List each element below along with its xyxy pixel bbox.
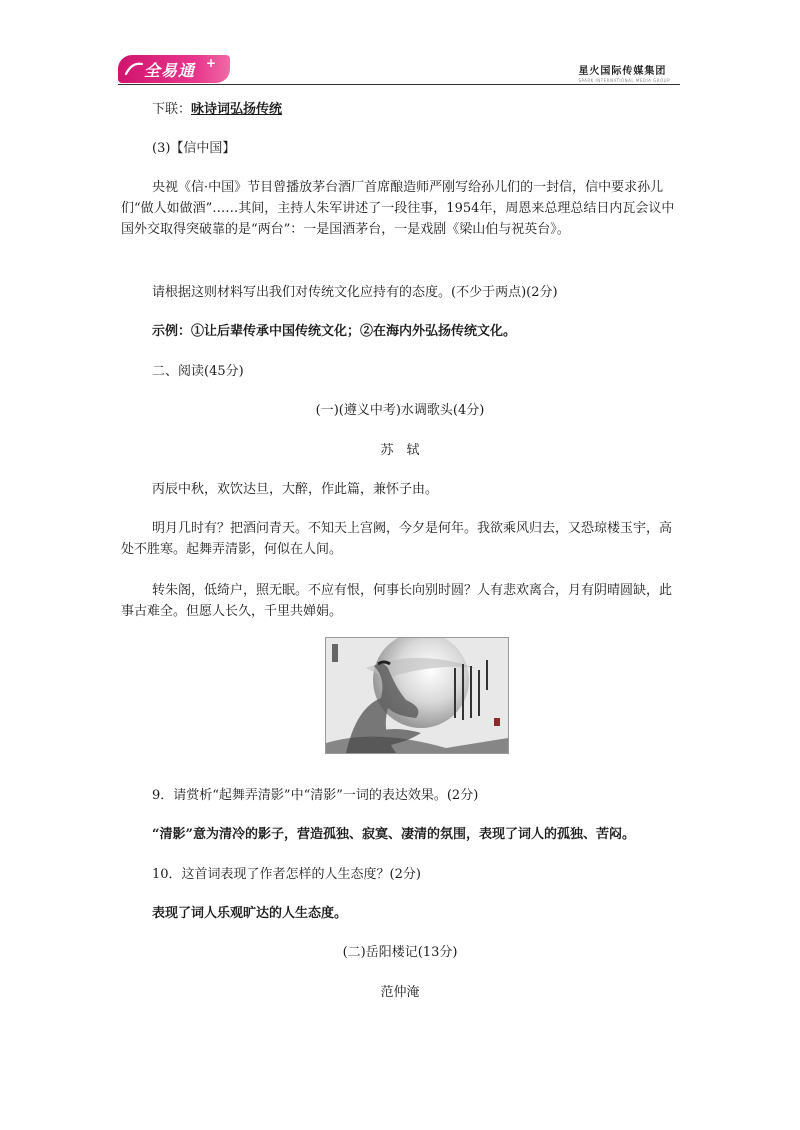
publisher-brand [578, 62, 670, 83]
publisher-name: 星火国际传媒集团 [578, 66, 667, 77]
q3-title: (3)【信中国】 [152, 141, 236, 156]
poem-stanza-1: 明月几时有？把酒问青天。不知天上宫阙，今夕是何年。我欲乘风归去，又恐琼楼玉宇，高处不胜寒。起舞弄清影，何似在人间。 [121, 521, 673, 557]
page-header [0, 0, 800, 90]
poem-title: (一)(遵义中考)水调歌头(4分) [315, 403, 485, 418]
poem-stanza-2: 转朱阁，低绮户，照无眠。不应有恨，何事长向别时圆？人有悲欢离合，月有阴晴圆缺，此事古难全。但愿人长久，千里共婵娟。 [121, 583, 673, 619]
q9-answer: “清影”意为清冷的影子，营造孤独、寂寞、凄清的氛围，表现了词人的孤独、苦闷。 [152, 827, 635, 842]
header-divider [118, 84, 680, 85]
couplet-label: 下联： [152, 102, 192, 117]
poem-illustration [325, 637, 509, 754]
q3-answer: 示例：①让后辈传承中国传统文化；②在海内外弘扬传统文化。 [152, 324, 517, 339]
swoosh-icon [124, 60, 144, 78]
publisher-name-en: SPARK INTERNATIONAL MEDIA GROUP [578, 78, 670, 83]
logo-plus: + [205, 56, 216, 70]
essay-title: (二)岳阳楼记(13分) [342, 945, 458, 960]
poem-author: 苏 轼 [380, 443, 420, 458]
ink-painting-image [326, 638, 508, 753]
q3-passage: 央视《信·中国》节目曾播放茅台酒厂首席酿造师严刚写给孙儿们的一封信，信中要求孙儿们“做人如做酒”……其间，主持人朱军讲述了一段往事，1954年，周恩来总理总结日内瓦会议中国外交取得突破靠的是“两台”：一是国酒茅台，一是戏剧《梁山伯与祝英台》。 [121, 180, 675, 237]
essay-author: 范仲淹 [380, 985, 420, 1000]
couplet-answer: 咏诗词弘扬传统 [191, 102, 283, 117]
couplet-line [152, 99, 682, 120]
q10-answer: 表现了词人乐观旷达的人生态度。 [152, 906, 348, 921]
q10-question: 10．这首词表现了作者怎样的人生态度？(2分) [152, 867, 421, 882]
section2-title: 二、阅读(45分) [152, 364, 244, 379]
q3-question: 请根据这则材料写出我们对传统文化应持有的态度。(不少于两点)(2分) [152, 285, 558, 300]
logo-text: 全易通 [144, 61, 196, 80]
q9-question: 9．请赏析“起舞弄清影”中“清影”一词的表达效果。(2分) [152, 788, 479, 803]
brand-logo [118, 55, 230, 83]
poem-preface: 丙辰中秋，欢饮达旦，大醉，作此篇，兼怀子由。 [152, 482, 439, 497]
